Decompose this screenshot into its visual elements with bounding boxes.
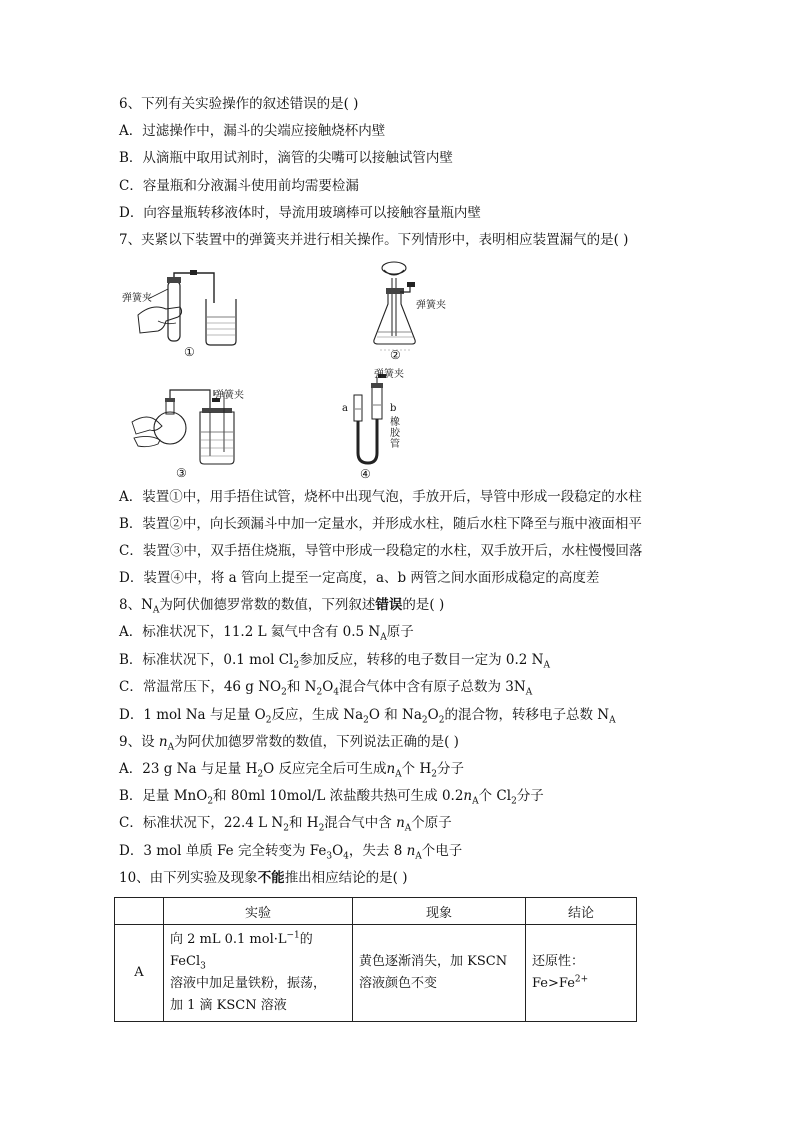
row-label: A <box>115 925 164 1022</box>
q9-option-d: D．3 mol 单质 Fe 完全转变为 $Fe_3O_4$，失去 8 $n_A$个电子 <box>119 843 463 862</box>
q7-option-a: A．装置①中，用手捂住试管，烧杯中出现气泡，手放开后，导管中形成一段稳定的水柱 <box>119 489 642 505</box>
q9-stem: 9、设 $n_A$为阿伏加德罗常数的数值，下列说法正确的是( ) <box>119 734 459 753</box>
q8-option-c: C．常温常压下，46 g $NO_2$和 $N_2O_4$混合气体中含有原子总数为 $3N_A$ <box>119 679 533 698</box>
figure-4-drawing <box>338 365 418 483</box>
figure-2-drawing <box>370 260 470 364</box>
figure-4-clamp-label: 弹簧夹 <box>374 369 404 380</box>
q8-option-d: D．1 mol Na 与足量 $O_2$反应，生成 $Na_2O$ 和 $Na_2O_2$的混合物，转移电子总数 $N_A$ <box>119 707 616 726</box>
q6-option-d: D．向容量瓶转移液体时，导流用玻璃棒可以接触容量瓶内壁 <box>119 205 481 221</box>
figure-1-clamp-label: 弹簧夹 <box>122 293 152 304</box>
figure-3-clamp-label: 弹簧夹 <box>214 390 244 401</box>
figure-2-caption: ② <box>390 348 401 362</box>
q10-table <box>114 897 637 1022</box>
q7-option-d: D．装置④中，将 a 管向上提至一定高度，a、b 两管之间水面形成稳定的高度差 <box>119 570 600 586</box>
figure-4-u-tube-apparatus <box>338 365 418 483</box>
q9-option-c: C．标准状况下，22.4 L $N_2$和 $H_2$混合气中含 $n_A$个原子 <box>119 815 452 834</box>
table-header-conclusion: 结论 <box>526 898 637 925</box>
q8-option-a: A．标准状况下，11.2 L 氦气中含有 0.5 $N_A$原子 <box>119 624 414 643</box>
q10-emphasis: 不能 <box>257 870 285 886</box>
figure-1-test-tube-apparatus <box>118 265 258 361</box>
table-header-row <box>115 898 637 925</box>
figure-2-clamp-label: 弹簧夹 <box>416 300 446 311</box>
row-experiment: 向 2 mL 0.1 $mol\cdot L^{-1}$的 FeCl$_3$ 溶液中加足量铁粉，振荡， 加 1 滴 KSCN 溶液 <box>164 925 353 1022</box>
figure-4-tube-b-label: b <box>390 403 397 414</box>
q7-option-b: B．装置②中，向长颈漏斗中加一定量水，并形成水柱，随后水柱下降至与瓶中液面相平 <box>119 516 642 532</box>
q7-option-c: C．装置③中，双手捂住烧瓶，导管中形成一段稳定的水柱，双手放开后，水柱慢慢回落 <box>119 543 643 559</box>
figure-2-flask-funnel-apparatus <box>370 260 470 364</box>
q6-option-a: A．过滤操作中，漏斗的尖端应接触烧杯内壁 <box>119 123 386 139</box>
table-header-blank <box>115 898 164 925</box>
q6-stem: 6、下列有关实验操作的叙述错误的是( ) <box>119 96 359 112</box>
figure-3-caption: ③ <box>176 466 187 480</box>
figure-1-caption: ① <box>184 345 195 359</box>
figure-4-caption: ④ <box>360 467 371 481</box>
q6-option-c: C．容量瓶和分液漏斗使用前均需要检漏 <box>119 178 359 194</box>
q8-emphasis: 错误 <box>375 597 403 613</box>
row-conclusion: 还原性：$Fe>Fe^{2+}$ <box>526 925 637 1022</box>
row-phenomenon: 黄色逐渐消失，加 KSCN 溶液颜色不变 <box>353 925 526 1022</box>
q9-option-a: A．23 g Na 与足量 $H_2O$ 反应完全后可生成$n_A$个 $H_2$分子 <box>119 761 464 780</box>
q6-option-b: B．从滴瓶中取用试剂时，滴管的尖嘴可以接触试管内壁 <box>119 150 453 166</box>
q8-stem: 8、$N_A$为阿伏伽德罗常数的数值，下列叙述错误的是( ) <box>119 597 445 616</box>
table-header-experiment: 实验 <box>164 898 353 925</box>
q8-option-b: B．标准状况下，0.1 mol $Cl_2$参加反应，转移的电子数目一定为 0.2 $N_A$ <box>119 652 550 671</box>
figure-4-tube-a-label: a <box>342 403 348 414</box>
q10-stem: 10、由下列实验及现象不能推出相应结论的是( ) <box>119 870 408 886</box>
table-row <box>115 925 637 1022</box>
q9-option-b: B．足量 MnO$_2$和 80ml 10mol/L 浓盐酸共热可生成 $0.2n_A$个 $Cl_2$分子 <box>119 788 544 807</box>
q7-stem: 7、夹紧以下装置中的弹簧夹并进行相关操作。下列情形中，表明相应装置漏气的是( ) <box>119 232 629 248</box>
table-header-phenomenon: 现象 <box>353 898 526 925</box>
figure-3-flask-bottle-apparatus <box>128 382 248 482</box>
figure-4-rubber-tube-label: 橡胶管 <box>390 417 400 450</box>
